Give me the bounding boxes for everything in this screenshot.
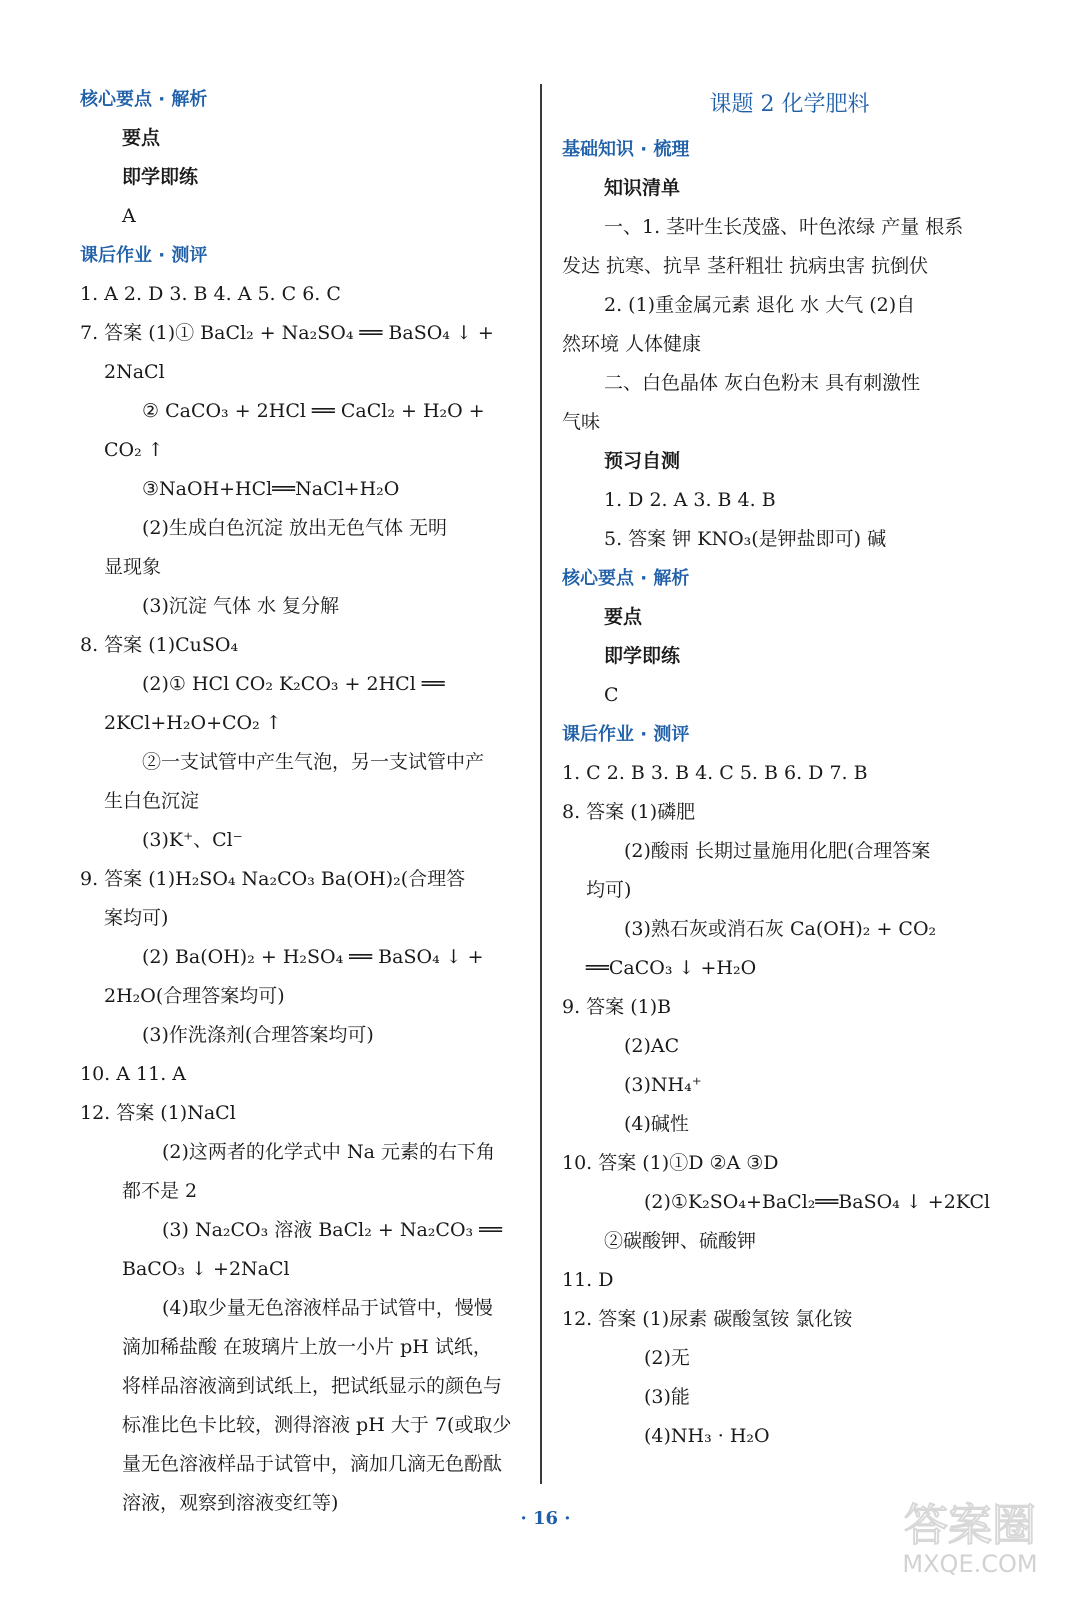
answer-line: 然环境 人体健康 — [562, 333, 702, 355]
answer-line: (3) Na₂CO₃ 溶液 BaCl₂ + Na₂CO₃ ══ — [162, 1219, 503, 1241]
answer-line: A — [122, 205, 136, 227]
page-number: · 16 · — [520, 1508, 571, 1529]
answer-line: BaCO₃ ↓ +2NaCl — [122, 1258, 290, 1280]
answer-line: (3)NH₄⁺ — [624, 1074, 702, 1096]
answer-line: 2H₂O(合理答案均可) — [104, 985, 285, 1007]
answer-line: ② CaCO₃ + 2HCl ══ CaCl₂ + H₂O + — [142, 400, 485, 422]
answer-line: 9. 答案 (1)B — [562, 996, 672, 1018]
answer-line: ③NaOH+HCl══NaCl+H₂O — [142, 478, 400, 500]
answer-line: 预习自测 — [604, 450, 681, 472]
answer-line: (4)取少量无色溶液样品于试管中，慢慢 — [162, 1297, 493, 1319]
watermark-mark: 答案圈 — [904, 1500, 1036, 1551]
answer-line: (4)碱性 — [624, 1113, 689, 1135]
section-heading: 核心要点 · 解析 — [80, 89, 208, 110]
answer-line: 9. 答案 (1)H₂SO₄ Na₂CO₃ Ba(OH)₂(合理答 — [80, 868, 466, 890]
answer-line: 显现象 — [104, 556, 162, 578]
answer-line: 生白色沉淀 — [104, 790, 200, 812]
answer-line: 发达 抗寒、抗旱 茎秆粗壮 抗病虫害 抗倒伏 — [562, 255, 929, 277]
answer-line: (3)熟石灰或消石灰 Ca(OH)₂ + CO₂ — [624, 918, 937, 940]
answer-line: 即学即练 — [604, 645, 681, 667]
answer-line: (3)K⁺、Cl⁻ — [142, 829, 243, 851]
answer-line: 10. A 11. A — [80, 1063, 186, 1085]
answer-line: 12. 答案 (1)尿素 碳酸氢铵 氯化铵 — [562, 1308, 853, 1330]
answer-line: (3)沉淀 气体 水 复分解 — [142, 595, 340, 617]
answer-line: 将样品溶液滴到试纸上，把试纸显示的颜色与 — [122, 1375, 503, 1397]
answer-line: 量无色溶液样品于试管中，滴加几滴无色酚酞 — [122, 1453, 503, 1475]
answer-line: 案均可) — [104, 907, 169, 929]
answer-line: 气味 — [562, 411, 601, 433]
answer-line: (2) Ba(OH)₂ + H₂SO₄ ══ BaSO₄ ↓ + — [142, 946, 484, 968]
answer-line: 都不是 2 — [122, 1180, 198, 1202]
answer-line: 一、1. 茎叶生长茂盛、叶色浓绿 产量 根系 — [604, 216, 964, 238]
answer-line: (2)生成白色沉淀 放出无色气体 无明 — [142, 517, 447, 539]
answer-line: (2)酸雨 长期过量施用化肥(合理答案 — [624, 840, 931, 862]
answer-line: 1. A 2. D 3. B 4. A 5. C 6. C — [80, 283, 341, 305]
answer-line: (2)这两者的化学式中 Na 元素的右下角 — [162, 1141, 495, 1163]
watermark-url: MXQE.COM — [902, 1550, 1038, 1578]
answer-line: ══CaCO₃ ↓ +H₂O — [586, 957, 757, 979]
watermark-logo — [880, 1480, 1060, 1580]
answer-line: (2)无 — [644, 1347, 690, 1369]
answer-line: 8. 答案 (1)CuSO₄ — [80, 634, 239, 656]
answer-line: 1. D 2. A 3. B 4. B — [604, 489, 776, 511]
answer-line: (4)NH₃ · H₂O — [644, 1425, 770, 1447]
section-heading: 基础知识 · 梳理 — [562, 139, 690, 160]
answer-line: 即学即练 — [122, 166, 199, 188]
answer-line: 要点 — [122, 127, 161, 149]
answer-line: ②一支试管中产生气泡，另一支试管中产 — [142, 751, 485, 773]
right-column — [562, 80, 1017, 1456]
answer-line: 5. 答案 钾 KNO₃(是钾盐即可) 碱 — [604, 528, 887, 550]
section-heading: 课后作业 · 测评 — [80, 245, 208, 266]
answer-line: 标准比色卡比较，测得溶液 pH 大于 7(或取少 — [122, 1414, 512, 1436]
section-heading: 课后作业 · 测评 — [562, 724, 690, 745]
answer-line: (3)能 — [644, 1386, 690, 1408]
section-heading: 核心要点 · 解析 — [562, 568, 690, 589]
answer-line: 要点 — [604, 606, 643, 628]
answer-line: 8. 答案 (1)磷肥 — [562, 801, 696, 823]
column-divider — [540, 84, 542, 1484]
answer-line: 2KCl+H₂O+CO₂ ↑ — [104, 712, 282, 734]
answer-line: 2NaCl — [104, 361, 165, 383]
answer-line: 均可) — [586, 879, 632, 901]
answer-line: C — [604, 684, 619, 706]
answer-line: (2)①K₂SO₄+BaCl₂══BaSO₄ ↓ +2KCl — [644, 1191, 991, 1213]
answer-line: 12. 答案 (1)NaCl — [80, 1102, 236, 1124]
answer-line: 2. (1)重金属元素 退化 水 大气 (2)自 — [604, 294, 916, 316]
answer-line: (2)AC — [624, 1035, 680, 1057]
answer-line: 1. C 2. B 3. B 4. C 5. B 6. D 7. B — [562, 762, 868, 784]
answer-line: 10. 答案 (1)①D ②A ③D — [562, 1152, 779, 1174]
answer-line: ②碳酸钾、硫酸钾 — [604, 1230, 757, 1252]
answer-line: (3)作洗涤剂(合理答案均可) — [142, 1024, 374, 1046]
lesson-title: 课题 2 化学肥料 — [709, 92, 870, 117]
answer-line: 7. 答案 (1)① BaCl₂ + Na₂SO₄ ══ BaSO₄ ↓ + — [80, 322, 494, 344]
answer-line: 二、白色晶体 灰白色粉末 具有刺激性 — [604, 372, 921, 394]
answer-line: CO₂ ↑ — [104, 439, 164, 461]
answer-line: 11. D — [562, 1269, 614, 1291]
answer-line: (2)① HCl CO₂ K₂CO₃ + 2HCl ══ — [142, 673, 445, 695]
answer-line: 知识清单 — [604, 177, 681, 199]
answer-line: 滴加稀盐酸 在玻璃片上放一小片 pH 试纸， — [122, 1336, 492, 1358]
left-column — [80, 80, 528, 1523]
answer-line: 溶液，观察到溶液变红等) — [122, 1492, 339, 1514]
